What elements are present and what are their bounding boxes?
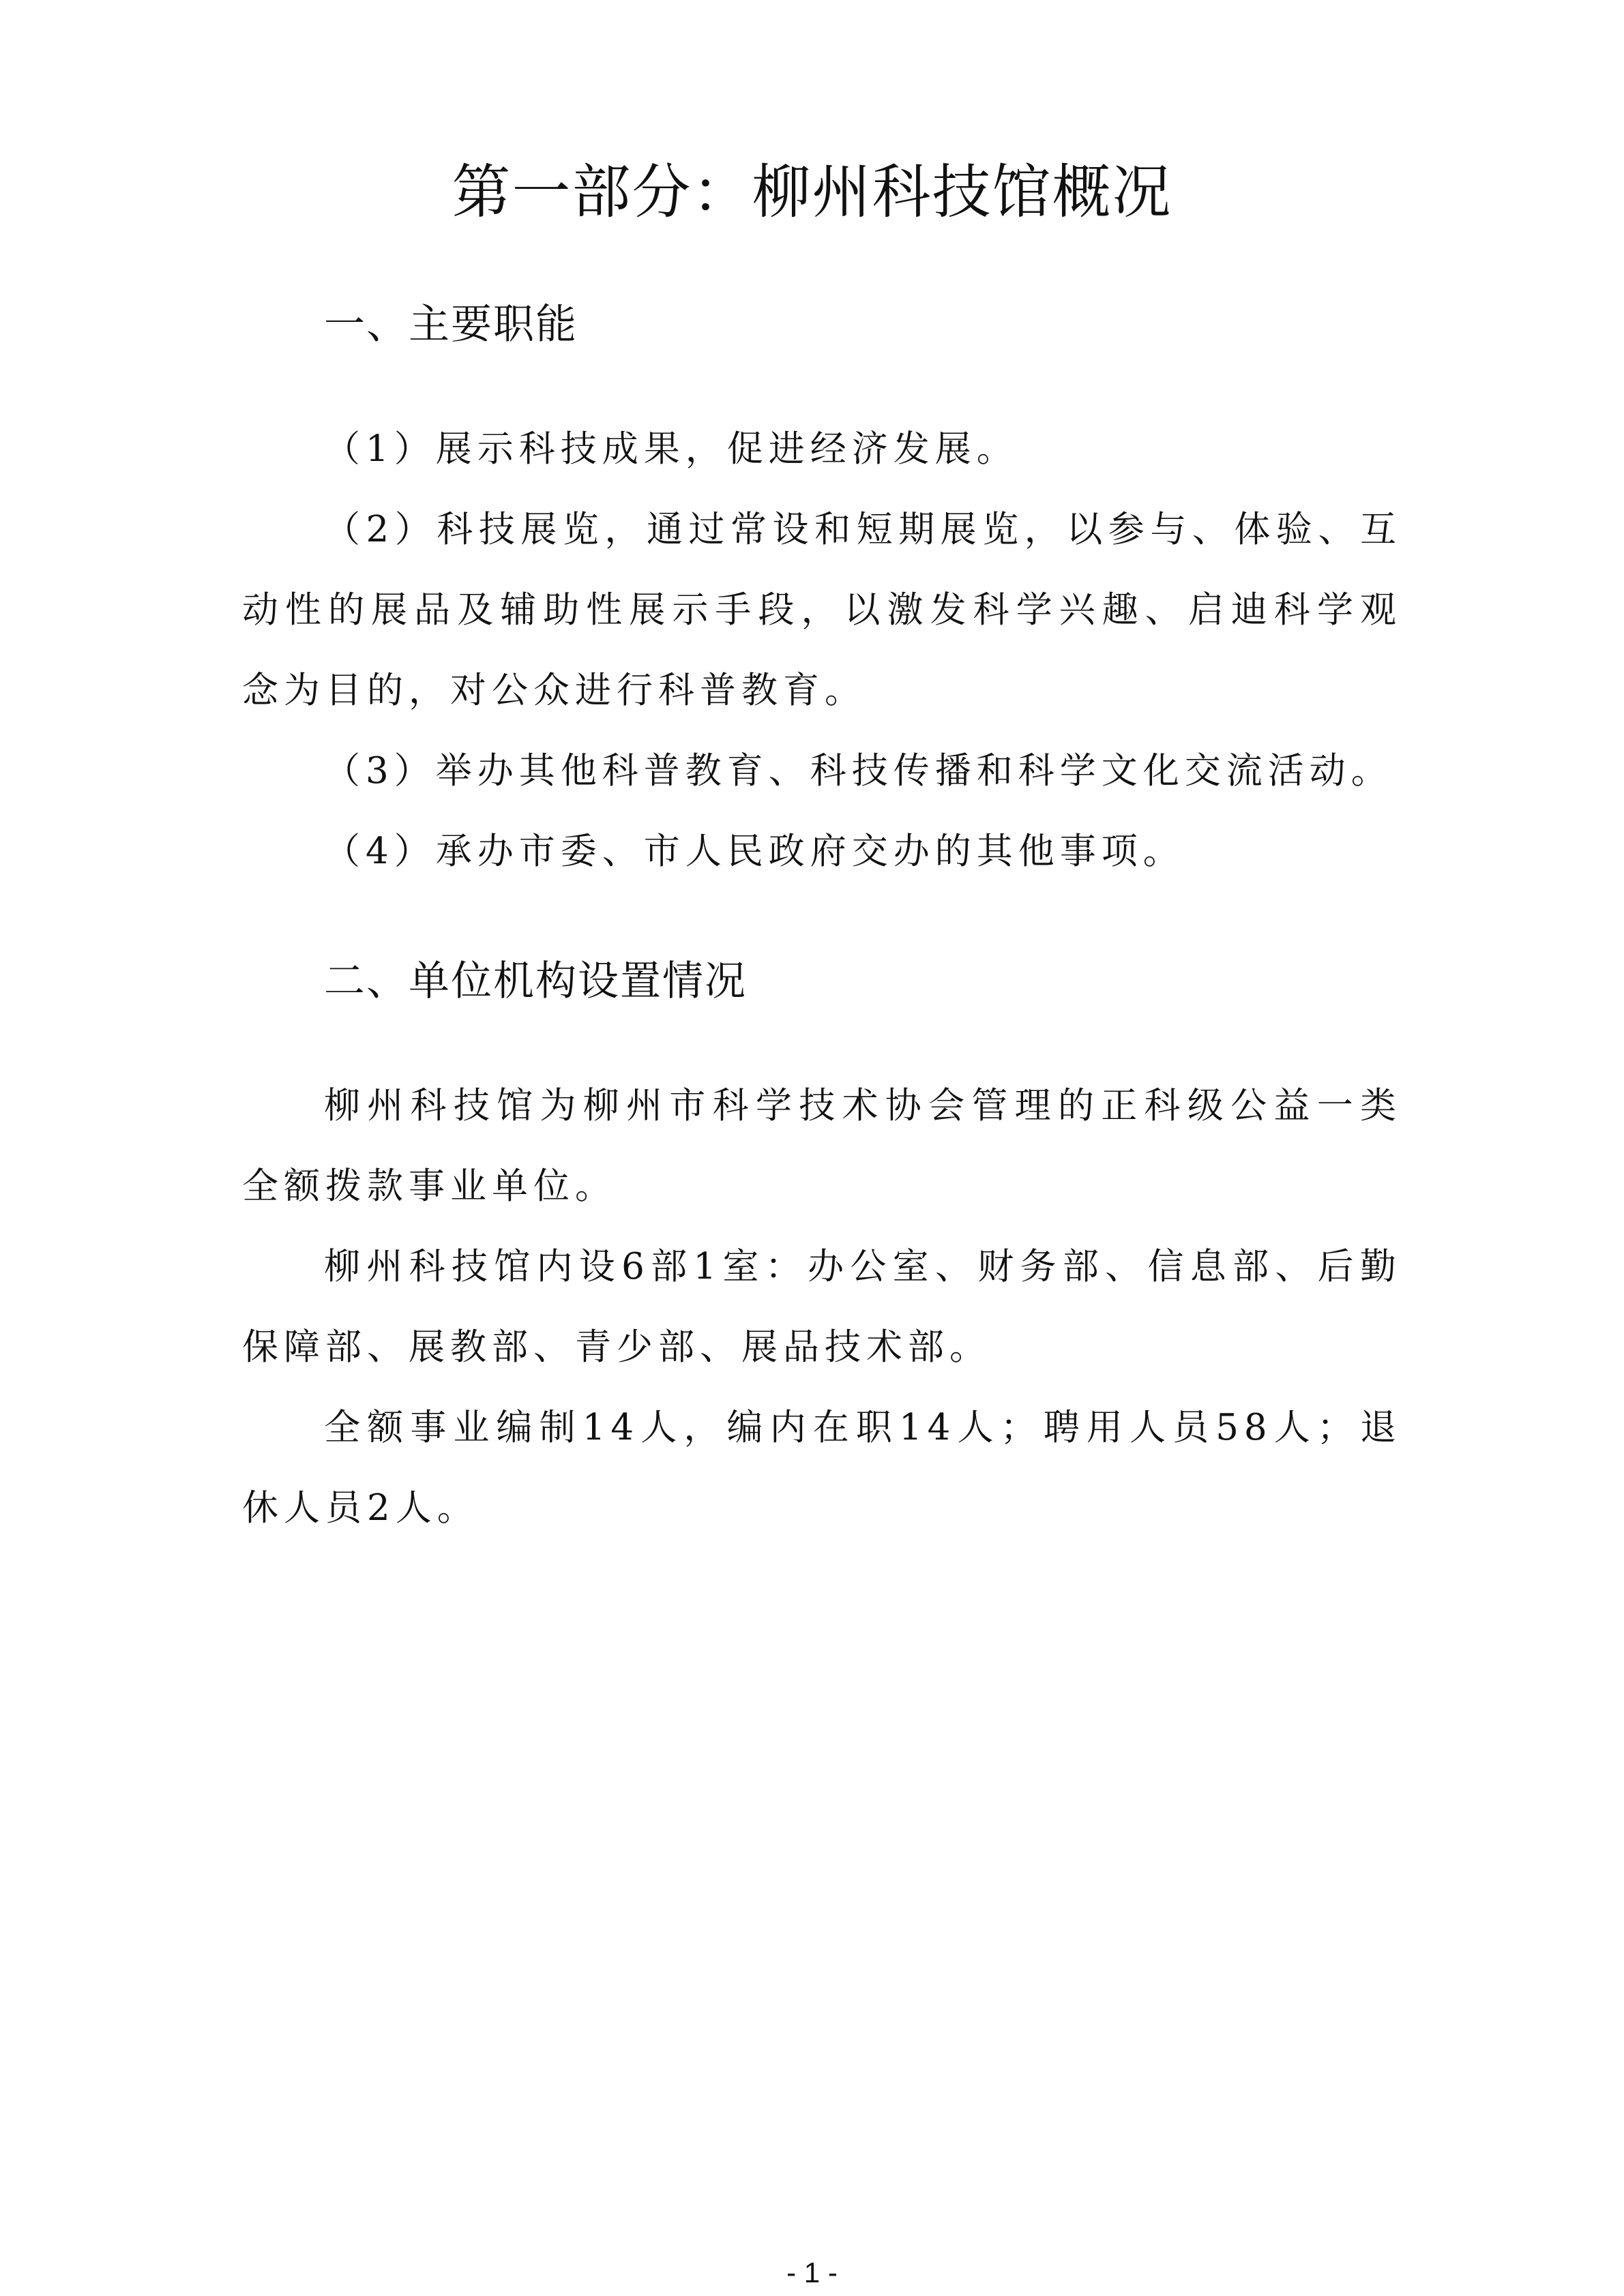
page-number: - 1 - (786, 2256, 838, 2288)
organization-paragraph-1: 柳州科技馆为柳州市科学技术协会管理的正科级公益一类全额拨款事业单位。 (242, 1085, 1402, 1207)
function-item-2: （2）科技展览，通过常设和短期展览，以参与、体验、互动性的展品及辅助性展示手段，以激发科学兴趣、启迪科学观念为目的，对公众进行科普教育。 (242, 509, 1402, 711)
page-title: 第一部分：柳州科技馆概况 (452, 158, 1172, 226)
section-heading-main-functions: 一、主要职能 (324, 301, 578, 348)
organization-paragraph-3: 全额事业编制14人，编内在职14人；聘用人员58人；退休人员2人。 (242, 1407, 1402, 1529)
function-item-3: （3）举办其他科普教育、科技传播和科学文化交流活动。 (324, 750, 1393, 792)
organization-paragraph-2: 柳州科技馆内设6部1室：办公室、财务部、信息部、后勤保障部、展教部、青少部、展品技术部。 (242, 1246, 1402, 1368)
section-heading-organization: 二、单位机构设置情况 (324, 957, 747, 1005)
function-item-1: （1）展示科技成果，促进经济发展。 (324, 428, 1018, 470)
function-item-4: （4）承办市委、市人民政府交办的其他事项。 (324, 831, 1185, 872)
